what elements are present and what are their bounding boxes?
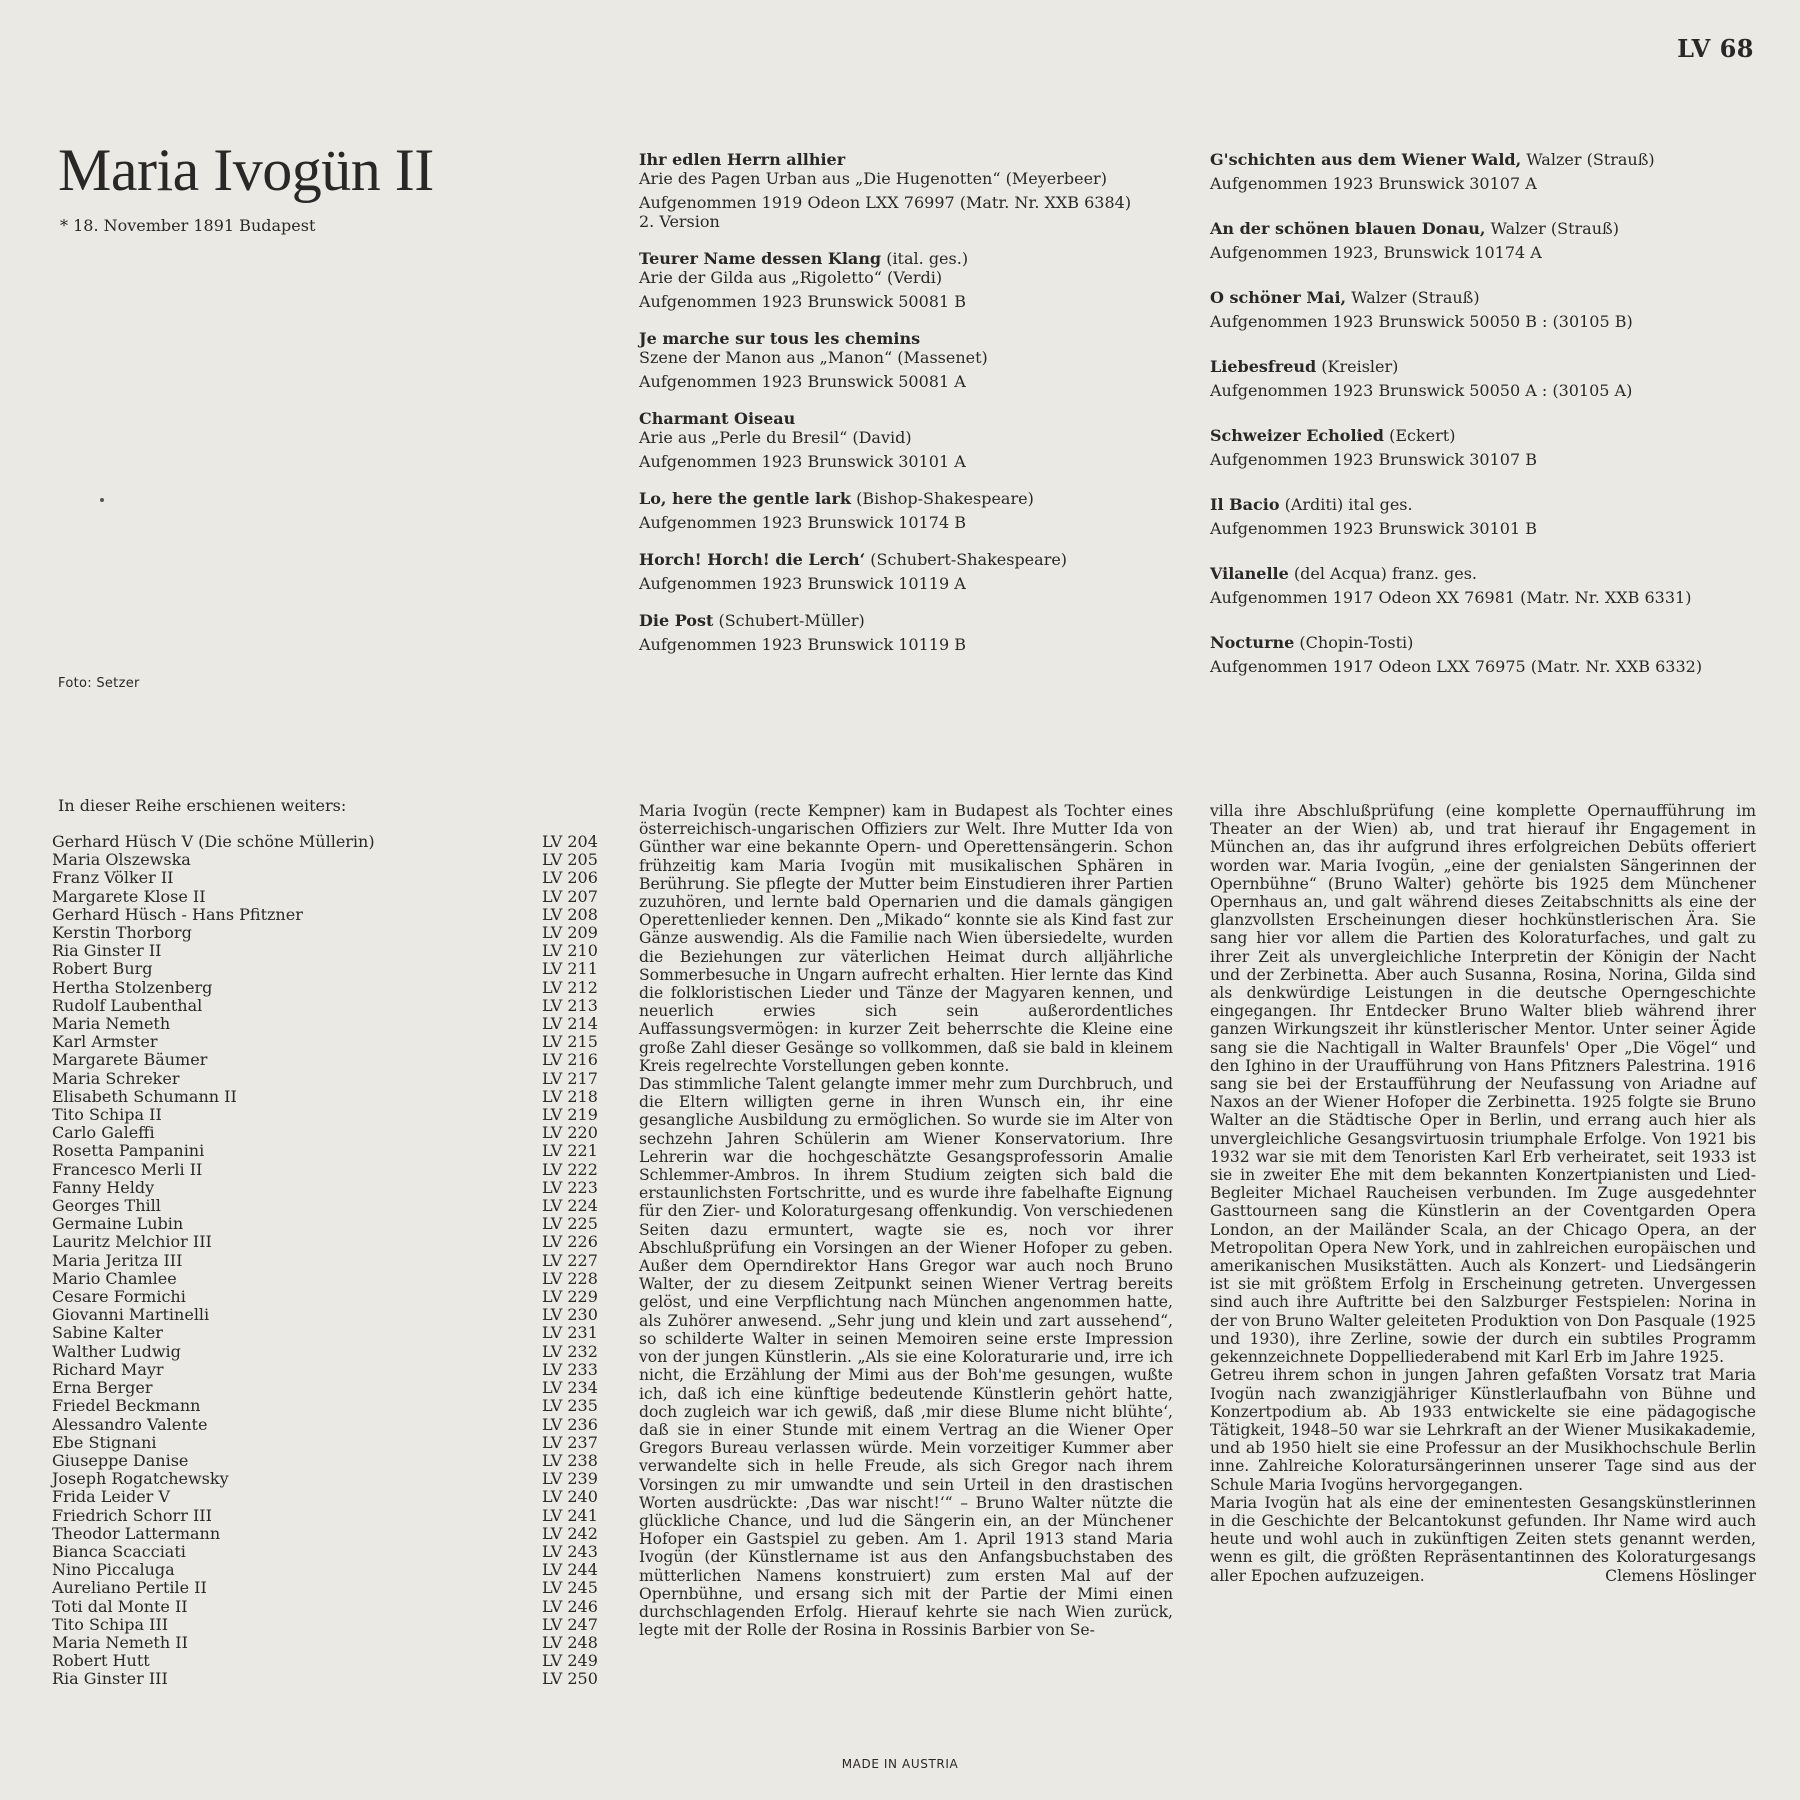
series-row — [52, 1161, 600, 1179]
track-entry — [1210, 357, 1770, 400]
series-row — [52, 1670, 600, 1688]
series-code: LV 220 — [542, 1123, 598, 1143]
series-code: LV 235 — [542, 1396, 598, 1416]
series-name: Rosetta Pampanini — [52, 1141, 205, 1161]
track-recording — [1210, 312, 1770, 331]
series-code: LV 222 — [542, 1159, 598, 1179]
series-heading: In dieser Reihe erschienen weiters: — [58, 796, 347, 815]
series-row — [52, 1288, 600, 1306]
track-composer: (ital. ges.) — [881, 249, 969, 268]
series-code: LV 243 — [542, 1541, 598, 1561]
track-heading — [1210, 357, 1770, 376]
series-code: LV 241 — [542, 1505, 598, 1525]
series-row — [52, 1507, 600, 1525]
recording-line: Aufgenommen 1923 Brunswick 50050 A : (30105 A) — [1210, 381, 1633, 400]
track-heading — [1210, 633, 1770, 652]
series-name: Frida Leider V — [52, 1487, 170, 1507]
series-name: Margarete Bäumer — [52, 1050, 208, 1070]
track-title: Lo, here the gentle lark — [639, 489, 852, 508]
track-heading — [1210, 564, 1770, 583]
series-code: LV 250 — [542, 1669, 598, 1689]
series-code: LV 221 — [542, 1141, 598, 1161]
track-recording — [639, 635, 1199, 654]
series-code: LV 232 — [542, 1341, 598, 1361]
series-row — [52, 1088, 600, 1106]
series-row — [52, 851, 600, 869]
track-title: Ihr edlen Herrn allhier — [639, 150, 846, 169]
track-title: G'schichten aus dem Wiener Wald, — [1210, 150, 1522, 169]
series-name: Erna Berger — [52, 1378, 153, 1398]
series-code: LV 240 — [542, 1487, 598, 1507]
track-recording — [1210, 174, 1770, 193]
track-recording — [639, 193, 1199, 231]
track-title: Charmant Oiseau — [639, 409, 796, 428]
track-title: Liebesfreud — [1210, 357, 1317, 376]
series-code: LV 245 — [542, 1578, 598, 1598]
series-code: LV 227 — [542, 1250, 598, 1270]
series-row — [52, 1470, 600, 1488]
series-name: Maria Schreker — [52, 1068, 180, 1088]
recording-line: Aufgenommen 1923 Brunswick 30101 B — [1210, 519, 1537, 538]
series-code: LV 218 — [542, 1086, 598, 1106]
series-row — [52, 1233, 600, 1251]
print-speck — [100, 498, 104, 502]
series-name: Gerhard Hüsch V (Die schöne Müllerin) — [52, 832, 375, 851]
series-name: Nino Piccaluga — [52, 1560, 175, 1580]
series-name: Ria Ginster III — [52, 1669, 168, 1689]
series-row — [52, 942, 600, 960]
photo-credit: Foto: Setzer — [58, 676, 140, 691]
track-entry — [1210, 633, 1770, 676]
series-name: Friedel Beckmann — [52, 1396, 201, 1416]
series-row — [52, 833, 600, 851]
series-row — [52, 1106, 600, 1124]
series-code: LV 224 — [542, 1196, 598, 1216]
catalog-number: LV 68 — [1677, 34, 1754, 63]
series-code: LV 231 — [542, 1323, 598, 1343]
recording-line: Aufgenommen 1923 Brunswick 10119 B — [639, 635, 966, 654]
track-title: O schöner Mai, — [1210, 288, 1347, 307]
recording-line: Aufgenommen 1923 Brunswick 50081 B — [639, 292, 966, 311]
birth-info: * 18. November 1891 Budapest — [60, 216, 316, 235]
recording-line: Aufgenommen 1917 Odeon LXX 76975 (Matr. Nr. XXB 6332) — [1210, 657, 1703, 676]
track-composer: (Eckert) — [1384, 426, 1456, 445]
track-entry — [639, 489, 1199, 532]
series-name: Alessandro Valente — [52, 1414, 208, 1434]
bio-paragraph: Das stimmliche Talent gelangte immer mehr zum Durchbruch, und die Eltern willigten gerne in ihren Wunsch ein, ihr eine gesangliche Ausbildung zu ermöglichen. So wurde sie im Alter von sechzehn Jahren Schülerin am Wiener Konservatorium. Ihre Lehrerin war die hochgeschätzte Gesangsprofessorin Amalie Schlemmer-Ambros. In ihrem Studium zeigten sich bald die erstaunlichsten Fortschritte, und es wurde ihre fabelhafte Eignung für den Zier- und Koloraturgesang offenkundig. Von verschiedenen Seiten dazu ermuntert, wagte sie es, noch vor ihrer Abschlußprüfung ein Vorsingen an der Wiener Hofoper zu geben. Außer dem Operndirektor Hans Gregor war auch noch Bruno Walter, der zu diesem Zeitpunkt seinen Wiener Vertrag bereits gelöst, und eine Verpflichtung nach München angenommen hatte, als Zuhörer anwesend. „Sehr jung und klein und zart aussehend“, so schilderte Walter in seinen Memoiren seine erste Impression von der jungen Künstlerin. „Als sie eine Koloraturarie und, irre ich nicht, die Erzählung der Mimi aus der Boh'me gesungen, wußte ich, daß ich eine künftige bedeutende Künstlerin gehört hatte, doch zugleich war ich gewiß, daß ‚mir diese Blume nicht blühte‘, daß sie in einer Stunde mit einem Vertrag an die Wiener Oper Gregors Bureau verlassen würde. Mein vorzeitiger Kummer aber verwandelte sich in helle Freude, als sich Gregor nach ihrem Vorsingen zu mir umwandte und sein Urteil in den drastischen Worten ausdrückte: ‚Das war nischt!‘“ – Bruno Walter nützte die glückliche Chance, und lud die Sängerin ein, an der Münchener Hofoper ein Gastspiel zu geben. Am 1. April 1913 stand Maria Ivogün (der Künstlername ist aus den Anfangsbuchstaben des mütterlichen Namens konstruiert) zum ersten Mal auf der Opernbühne, und ersang sich mit der Partie der Mimi einen durchschlagenden Erfolg. Hierauf kehrte sie nach Wien zurück, legte mit der Rolle der Rosina in Rossinis Barbier von Se- — [639, 1075, 1173, 1640]
track-composer: (del Acqua) franz. ges. — [1288, 564, 1478, 583]
series-row — [52, 1197, 600, 1215]
track-heading — [639, 489, 1199, 508]
track-title: Je marche sur tous les chemins — [639, 329, 921, 348]
series-row — [52, 1324, 600, 1342]
series-row — [52, 1616, 600, 1634]
series-code: LV 239 — [542, 1469, 598, 1489]
track-heading — [639, 409, 1199, 428]
series-code: LV 242 — [542, 1523, 598, 1543]
track-heading — [639, 611, 1199, 630]
track-composer: (Schubert-Shakespeare) — [865, 550, 1068, 569]
series-code: LV 209 — [542, 923, 598, 943]
series-row — [52, 1361, 600, 1379]
series-name: Ebe Stignani — [52, 1432, 157, 1452]
series-name: Maria Olszewska — [52, 850, 191, 870]
track-composer: Walzer (Strauß) — [1485, 219, 1619, 238]
series-row — [52, 1306, 600, 1324]
series-name: Georges Thill — [52, 1196, 161, 1216]
track-composer: (Bishop-Shakespeare) — [851, 489, 1034, 508]
series-code: LV 210 — [542, 941, 598, 961]
series-row — [52, 1397, 600, 1415]
bio-paragraph: Maria Ivogün (recte Kempner) kam in Budapest als Tochter eines österreichisch-ungarischen Offiziers zur Welt. Ihre Mutter Ida von Günther war eine bekannte Opern- und Operettensängerin. Schon frühzeitig kam Maria Ivogün mit musikalischen Sphären in Berührung. Sie pflegte der Mutter beim Einstudieren ihrer Partien zuzuhören, und lernte bald Opernarien und die damals gängigen Operettenlieder kennen. Den „Mikado“ konnte sie als Kind fast zur Gänze auswendig. Als die Familie nach Wien übersiedelte, wurden die Beziehungen zur väterlichen Heimat durch alljährliche Sommerbesuche in Ungarn aufrecht erhalten. Hier lernte das Kind die folkloristischen Lieder und Tänze der Magyaren kennen, und neuerlich erwies sich sein außerordentliches Auffassungsvermögen: in kurzer Zeit beherrschte die Kleine eine große Zahl dieser Gesänge so vollkommen, daß sie bald in kleinem Kreis regelrechte Vorstellungen geben konnte. — [639, 802, 1173, 1075]
series-code: LV 208 — [542, 904, 598, 924]
bio-paragraph: Maria Ivogün hat als eine der eminentesten Gesangskünstlerinnen in die Geschichte der Belcantokunst gefunden. Ihr Name wird auch heute und wohl auch in zukünftigen Zeiten stets genannt werden, wenn es gilt, die größten Repräsentantinnen des Koloraturgesangs aller Epochen aufzuzeigen. — [1210, 1493, 1756, 1585]
series-code: LV 248 — [542, 1632, 598, 1652]
track-recording — [1210, 381, 1770, 400]
track-entry — [1210, 495, 1770, 538]
recording-line: Aufgenommen 1923 Brunswick 30107 A — [1210, 174, 1537, 193]
series-code: LV 223 — [542, 1177, 598, 1197]
track-composer: (Kreisler) — [1316, 357, 1399, 376]
series-code: LV 236 — [542, 1414, 598, 1434]
series-row — [52, 888, 600, 906]
series-code: LV 205 — [542, 850, 598, 870]
track-description: Szene der Manon aus „Manon“ (Massenet) — [639, 348, 988, 367]
track-composer: (Arditi) ital ges. — [1279, 495, 1413, 514]
series-code: LV 213 — [542, 995, 598, 1015]
series-code: LV 247 — [542, 1614, 598, 1634]
page-title: Maria Ivogün II — [58, 137, 434, 203]
track-recording — [639, 574, 1199, 593]
tracklist-column-2 — [1210, 150, 1770, 702]
series-row — [52, 997, 600, 1015]
series-code: LV 244 — [542, 1560, 598, 1580]
series-name: Tito Schipa III — [52, 1614, 169, 1634]
track-title: Il Bacio — [1210, 495, 1280, 514]
series-code: LV 238 — [542, 1450, 598, 1470]
track-recording — [639, 513, 1199, 532]
series-name: Germaine Lubin — [52, 1214, 184, 1234]
series-name: Ria Ginster II — [52, 941, 162, 961]
track-recording — [1210, 243, 1770, 262]
series-name: Richard Mayr — [52, 1359, 164, 1379]
series-list — [52, 833, 600, 1689]
series-row — [52, 1379, 600, 1397]
track-title: Horch! Horch! die Lerch‘ — [639, 550, 866, 569]
track-description: Arie der Gilda aus „Rigoletto“ (Verdi) — [639, 268, 943, 287]
bio-paragraph: villa ihre Abschlußprüfung (eine komplette Opernaufführung im Theater an der Wien) ab, und trat hierauf ihr Engagement in München an, das ihr aufgrund ihres erfolgreichen Debüts offeriert worden war. Maria Ivogün, „eine der genialsten Sängerinnen der Opernbühne“ (Bruno Walter) gehörte bis 1925 dem Münchener Opernhaus an, und galt während dieses Zeitabschnitts als eine der glanzvollsten Erscheinungen dieser hochkünstlerischen Ära. Sie sang hier vor allem die Partien des Koloraturfaches, und galt zu ihrer Zeit als unvergleichliche Interpretin der Königin der Nacht und der Zerbinetta. Aber auch Susanna, Rosina, Norina, Gilda sind als denkwürdige Leistungen in die deutsche Operngeschichte eingegangen. Ihr Entdecker Bruno Walter blieb während ihrer ganzen Wirkungszeit ihr künstlerischer Mentor. Unter seiner Ägide sang sie die Nachtigall in Walter Braunfels' Oper „Die Vögel“ und den Ighino in der Uraufführung von Hans Pfitzners Palestrina. 1916 sang sie bei der Erstaufführung der Neufassung von Ariadne auf Naxos an der Wiener Hofoper die Zerbinetta. 1925 folgte sie Bruno Walter an die Städtische Oper in Berlin, und errang auch hier als unvergleichliche Gesangsvirtuosin triumphale Erfolge. Von 1921 bis 1932 war sie mit dem Tenoristen Karl Erb verheiratet, seit 1933 ist sie in zweiter Ehe mit dem bekannten Konzertpianisten und Lied-Begleiter Michael Raucheisen verbunden. Im Zuge ausgedehnter Gasttourneen sang die Künstlerin an der Coventgarden Opera London, an der Mailänder Scala, an der Chicago Opera, an der Metropolitan Opera New York, und in zahlreichen europäischen und amerikanischen Musikstätten. Auch als Konzert- und Liedsängerin ist sie mit größtem Erfolg in Erscheinung getreten. Unvergessen sind auch ihre Auftritte bei den Salzburger Festspielen: Norina in der von Bruno Walter geleiteten Produktion von Don Pasquale (1925 und 1930), ihre Zerline, sowie der durch ein subtiles Programm gekennzeichnete Doppelliederabend mit Karl Erb im Jahre 1925. — [1210, 802, 1756, 1367]
track-entry — [1210, 426, 1770, 469]
recording-line: Aufgenommen 1923 Brunswick 50081 A — [639, 372, 966, 391]
series-row — [52, 1142, 600, 1160]
series-name: Rudolf Laubenthal — [52, 995, 203, 1015]
track-recording — [1210, 657, 1770, 676]
series-row — [52, 1434, 600, 1452]
series-row — [52, 1033, 600, 1051]
series-row — [52, 1634, 600, 1652]
track-heading — [639, 249, 1199, 268]
series-name: Sabine Kalter — [52, 1323, 163, 1343]
series-name: Theodor Lattermann — [52, 1523, 221, 1543]
series-name: Robert Hutt — [52, 1651, 150, 1671]
recording-line: Aufgenommen 1923 Brunswick 50050 B : (30105 B) — [1210, 312, 1633, 331]
series-name: Maria Jeritza III — [52, 1250, 183, 1270]
series-row — [52, 1579, 600, 1597]
recording-line: Aufgenommen 1917 Odeon XX 76981 (Matr. Nr. XXB 6331) — [1210, 588, 1692, 607]
series-name: Kerstin Thorborg — [52, 923, 192, 943]
series-row — [52, 1270, 600, 1288]
series-name: Lauritz Melchior III — [52, 1232, 212, 1252]
series-row — [52, 1598, 600, 1616]
series-row — [52, 1215, 600, 1233]
series-code: LV 230 — [542, 1305, 598, 1325]
series-name: Elisabeth Schumann II — [52, 1086, 237, 1106]
track-entry — [639, 150, 1199, 231]
bio-paragraph: Getreu ihrem schon in jungen Jahren gefaßten Vorsatz trat Maria Ivogün nach zwanzigjähriger Künstlerlaufbahn von Bühne und Konzertpodium ab. Ab 1933 entwickelte sie eine pädagogische Tätigkeit, 1948–50 war sie Lehrkraft an der Wiener Musikakademie, und ab 1950 hielt sie eine Professur an der Musikhochschule Berlin inne. Zahlreiche Koloratursängerinnen unserer Tage sind aus der Schule Maria Ivogüns hervorgegangen. — [1210, 1366, 1756, 1494]
recording-line: Aufgenommen 1919 Odeon LXX 76997 (Matr. Nr. XXB 6384) — [639, 193, 1132, 212]
series-code: LV 206 — [542, 868, 598, 888]
track-composer: (Schubert-Müller) — [713, 611, 865, 630]
track-recording — [1210, 588, 1770, 607]
series-row — [52, 906, 600, 924]
series-row — [52, 1179, 600, 1197]
series-row — [52, 979, 600, 997]
series-name: Joseph Rogatchewsky — [52, 1469, 229, 1489]
track-composer: Walzer (Strauß) — [1521, 150, 1655, 169]
series-code: LV 207 — [542, 886, 598, 906]
series-name: Robert Burg — [52, 959, 153, 979]
series-name: Maria Nemeth II — [52, 1632, 188, 1652]
series-code: LV 229 — [542, 1287, 598, 1307]
recording-line: Aufgenommen 1923, Brunswick 10174 A — [1210, 243, 1542, 262]
recording-line: Aufgenommen 1923 Brunswick 30101 A — [639, 452, 966, 471]
track-entry — [1210, 219, 1770, 262]
track-heading — [1210, 219, 1770, 238]
series-code: LV 212 — [542, 977, 598, 997]
track-title: Schweizer Echolied — [1210, 426, 1384, 445]
series-code: LV 214 — [542, 1014, 598, 1034]
biography-column-1 — [639, 802, 1173, 1639]
series-code: LV 246 — [542, 1596, 598, 1616]
series-row — [52, 869, 600, 887]
series-name: Toti dal Monte II — [52, 1596, 188, 1616]
track-recording — [639, 452, 1199, 471]
series-code: LV 204 — [542, 832, 598, 851]
series-row — [52, 1343, 600, 1361]
series-code: LV 233 — [542, 1359, 598, 1379]
series-name: Margarete Klose II — [52, 886, 206, 906]
track-heading — [639, 150, 1199, 169]
track-heading — [1210, 288, 1770, 307]
series-name: Walther Ludwig — [52, 1341, 181, 1361]
series-code: LV 225 — [542, 1214, 598, 1234]
series-name: Gerhard Hüsch - Hans Pfitzner — [52, 904, 303, 924]
author-signature: Clemens Höslinger — [1605, 1566, 1756, 1585]
series-row — [52, 1652, 600, 1670]
series-name: Giovanni Martinelli — [52, 1305, 210, 1325]
series-row — [52, 1543, 600, 1561]
track-entry — [1210, 288, 1770, 331]
series-name: Bianca Scacciati — [52, 1541, 186, 1561]
series-name: Maria Nemeth — [52, 1014, 171, 1034]
series-name: Hertha Stolzenberg — [52, 977, 213, 997]
series-code: LV 249 — [542, 1651, 598, 1671]
recording-line: 2. Version — [639, 212, 720, 231]
series-name: Franz Völker II — [52, 868, 174, 888]
series-code: LV 215 — [542, 1032, 598, 1052]
track-title: Teurer Name dessen Klang — [639, 249, 882, 268]
series-code: LV 217 — [542, 1068, 598, 1088]
recording-line: Aufgenommen 1923 Brunswick 30107 B — [1210, 450, 1537, 469]
series-name: Francesco Merli II — [52, 1159, 203, 1179]
series-name: Cesare Formichi — [52, 1287, 186, 1307]
track-entry — [639, 611, 1199, 654]
track-entry — [1210, 564, 1770, 607]
series-code: LV 234 — [542, 1378, 598, 1398]
track-recording — [639, 292, 1199, 311]
series-name: Fanny Heldy — [52, 1177, 155, 1197]
recording-line: Aufgenommen 1923 Brunswick 10119 A — [639, 574, 966, 593]
series-name: Giuseppe Danise — [52, 1450, 189, 1470]
series-row — [52, 1452, 600, 1470]
series-code: LV 219 — [542, 1105, 598, 1125]
series-row — [52, 1525, 600, 1543]
series-row — [52, 1416, 600, 1434]
series-row — [52, 1124, 600, 1142]
series-row — [52, 924, 600, 942]
track-description: Arie des Pagen Urban aus „Die Hugenotten“ (Meyerbeer) — [639, 169, 1107, 188]
series-row — [52, 1015, 600, 1033]
biography-column-2 — [1210, 802, 1756, 1585]
track-entry — [639, 249, 1199, 311]
track-title: Die Post — [639, 611, 714, 630]
series-name: Aureliano Pertile II — [52, 1578, 207, 1598]
track-heading — [639, 550, 1199, 569]
series-name: Mario Chamlee — [52, 1268, 177, 1288]
series-code: LV 226 — [542, 1232, 598, 1252]
series-row — [52, 1070, 600, 1088]
track-entry — [639, 329, 1199, 391]
track-recording — [1210, 519, 1770, 538]
track-heading — [1210, 495, 1770, 514]
track-recording — [639, 372, 1199, 391]
series-row — [52, 1488, 600, 1506]
series-row — [52, 1051, 600, 1069]
series-name: Friedrich Schorr III — [52, 1505, 212, 1525]
series-name: Carlo Galeffi — [52, 1123, 155, 1143]
track-heading — [639, 329, 1199, 348]
track-heading — [1210, 150, 1770, 169]
track-description: Arie aus „Perle du Bresil“ (David) — [639, 428, 912, 447]
series-row — [52, 960, 600, 978]
track-entry — [639, 550, 1199, 593]
track-composer: (Chopin-Tosti) — [1294, 633, 1414, 652]
series-code: LV 228 — [542, 1268, 598, 1288]
track-entry — [1210, 150, 1770, 193]
track-composer: Walzer (Strauß) — [1346, 288, 1480, 307]
series-code: LV 211 — [542, 959, 598, 979]
series-code: LV 216 — [542, 1050, 598, 1070]
series-name: Tito Schipa II — [52, 1105, 162, 1125]
series-code: LV 237 — [542, 1432, 598, 1452]
track-entry — [639, 409, 1199, 471]
series-row — [52, 1252, 600, 1270]
track-title: Nocturne — [1210, 633, 1295, 652]
recording-line: Aufgenommen 1923 Brunswick 10174 B — [639, 513, 966, 532]
track-recording — [1210, 450, 1770, 469]
made-in-label: MADE IN AUSTRIA — [841, 1757, 959, 1771]
tracklist-column-1 — [639, 150, 1199, 672]
series-name: Karl Armster — [52, 1032, 158, 1052]
track-heading — [1210, 426, 1770, 445]
series-row — [52, 1561, 600, 1579]
track-title: Vilanelle — [1210, 564, 1289, 583]
track-title: An der schönen blauen Donau, — [1210, 219, 1486, 238]
